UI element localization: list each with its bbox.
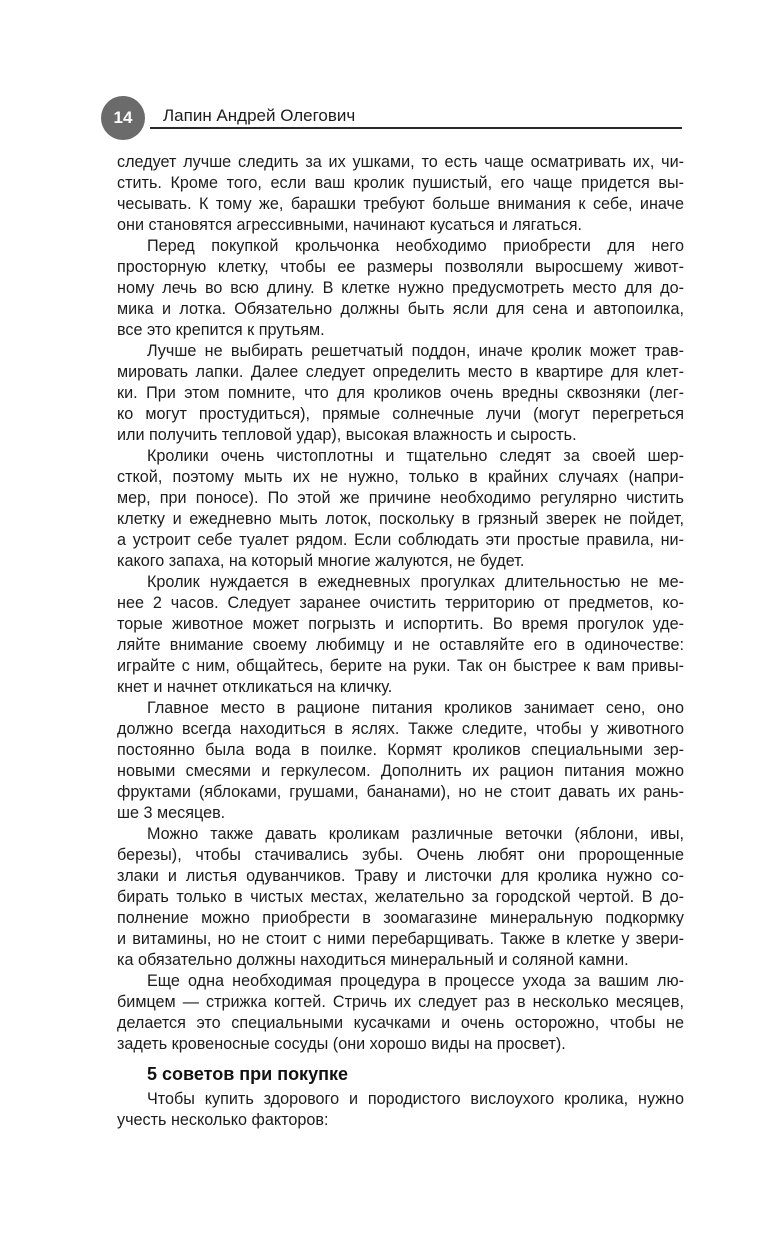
body-text [117, 152, 684, 1131]
text-line: мер, при поносе). По этой же причине необходимо регулярно чистить [117, 489, 684, 507]
text-line: сткой, поэтому мыть их не нужно, только в крайних случаях (напри- [117, 468, 684, 486]
text-line: Можно также давать кроликам различные веточки (яблони, ивы, [147, 825, 684, 843]
text-line: просторную клетку, чтобы ее размеры позволяли выросшему живот- [117, 258, 684, 276]
text-line: они становятся агрессивными, начинают кусаться и лягаться. [117, 216, 582, 234]
text-line: Перед покупкой крольчонка необходимо приобрести для него [147, 237, 684, 255]
text-line: фруктами (яблоками, грушами, бананами), но не стоит давать их рань- [117, 783, 684, 801]
text-line: злаки и листья одуванчиков. Траву и листочки для кролика нужно со- [117, 867, 684, 885]
running-head-author: Лапин Андрей Олегович [163, 106, 356, 125]
text-line: бирать только в чистых местах, желательно за городской чертой. В до- [117, 888, 684, 906]
text-line: ко могут простудиться), прямые солнечные лучи (могут перегреться [117, 405, 684, 423]
text-line: Чтобы купить здорового и породистого вислоухого кролика, нужно [147, 1090, 684, 1108]
text-line: играйте с ним, общайтесь, берите на руки. Так он быстрее к вам привы- [117, 657, 684, 675]
text-line: торые животное может погрызть и испортить. Во время прогулок уде- [117, 615, 684, 633]
text-line: ше 3 месяцев. [117, 804, 226, 822]
text-line: Лучше не выбирать решетчатый поддон, иначе кролик может трав- [147, 342, 684, 360]
text-line: следует лучше следить за их ушками, то есть чаще осматривать их, чи- [117, 153, 684, 171]
text-line: березы), чтобы стачивались зубы. Очень любят они пророщенные [117, 846, 684, 864]
text-line: задеть кровеносные сосуды (они хорошо виды на просвет). [117, 1035, 566, 1053]
text-line: делается это специальными кусачками и очень осторожно, чтобы не [117, 1014, 684, 1032]
text-line: или получить тепловой удар), высокая влажность и сырость. [117, 426, 577, 444]
section-heading: 5 советов при покупке [147, 1064, 348, 1084]
text-line: постоянно была вода в поилке. Кормят кроликов специальными зер- [117, 741, 684, 759]
text-line: ному лечь во всю длину. В клетке нужно предусмотреть место для до- [117, 279, 684, 297]
text-line: кнет и начнет откликаться на кличку. [117, 678, 393, 696]
text-line: Еще одна необходимая процедура в процессе ухода за вашим лю- [147, 972, 684, 990]
text-line: Кролик нуждается в ежедневных прогулках длительностью не ме- [147, 573, 684, 591]
text-line: а устроит себе туалет рядом. Если соблюдать эти простые правила, ни- [117, 531, 684, 549]
text-line: мика и лотка. Обязательно должны быть ясли для сена и автопоилка, [117, 300, 684, 318]
text-line: какого запаха, на который многие жалуются, не будет. [117, 552, 525, 570]
text-line: ляйте внимание своему любимцу и не оставляйте его в одиночестве: [117, 636, 684, 654]
page-number-badge: 14 [101, 96, 145, 140]
text-line: новыми смесями и геркулесом. Дополнить их рацион питания можно [117, 762, 684, 780]
text-line: должно всегда находиться в яслях. Также следите, чтобы у животного [117, 720, 684, 738]
text-line: учесть несколько факторов: [117, 1111, 329, 1129]
text-line: полнение можно приобрести в зоомагазине минеральную подкормку [117, 909, 684, 927]
header-rule [150, 127, 682, 129]
text-line: и витамины, но не стоит с ними перебарщивать. Также в клетке у звери- [117, 930, 684, 948]
text-line: все это крепится к прутьям. [117, 321, 325, 339]
text-line: мировать лапки. Далее следует определить место в квартире для клет- [117, 363, 684, 381]
text-line: Кролики очень чистоплотны и тщательно следят за своей шер- [147, 447, 684, 465]
text-line: ки. При этом помните, что для кроликов очень вредны сквозняки (лег- [117, 384, 684, 402]
text-line: клетку и ежедневно мыть лоток, поскольку в грязный зверек не пойдет, [117, 510, 684, 528]
text-line: чесывать. К тому же, барашки требуют больше внимания к себе, иначе [117, 195, 684, 213]
text-line: ка обязательно должны находиться минеральный и соляной камни. [117, 951, 629, 969]
text-line: стить. Кроме того, если ваш кролик пушистый, его чаще придется вы- [117, 174, 684, 192]
text-line: Главное место в рационе питания кроликов занимает сено, оно [147, 699, 684, 717]
text-line: бимцем — стрижка когтей. Стричь их следует раз в несколько месяцев, [117, 993, 684, 1011]
text-line: нее 2 часов. Следует заранее очистить территорию от предметов, ко- [117, 594, 684, 612]
